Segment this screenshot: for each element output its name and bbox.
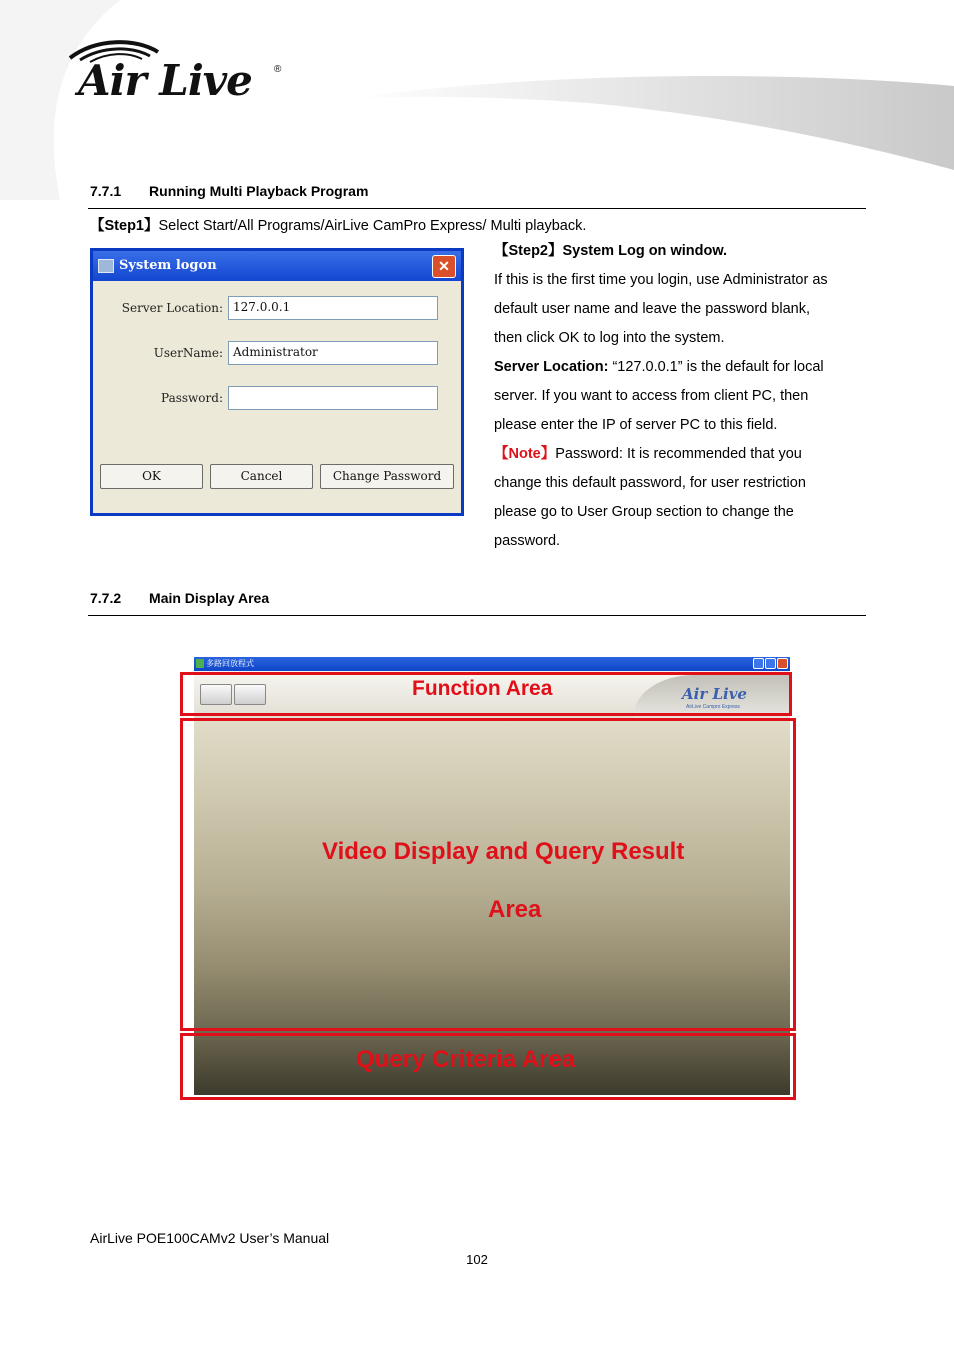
text-line: If this is the first time you login, use Administrator as	[494, 272, 828, 288]
video-area-label-line2: Area	[488, 896, 542, 923]
cancel-button[interactable]: Cancel	[210, 464, 313, 489]
section-rule	[88, 615, 866, 616]
step1-tag: 【Step1】	[90, 218, 159, 234]
page-number: 102	[466, 1252, 488, 1267]
section-title: Running Multi Playback Program	[149, 183, 369, 199]
app-titlebar	[194, 657, 790, 671]
text-line: please go to User Group section to change the	[494, 504, 794, 520]
dialog-title: System logon	[119, 258, 217, 273]
text-line: then click OK to log into the system.	[494, 330, 725, 346]
text-line: Password: It is recommended that you	[555, 446, 802, 462]
app-logo: Air Live	[682, 685, 747, 703]
text-line: default user name and leave the password blank,	[494, 301, 810, 317]
server-location-label: Server Location:	[121, 301, 223, 315]
dialog-body	[93, 281, 461, 513]
step1-text: Select Start/All Programs/AirLive CamPro Express/ Multi playback.	[158, 218, 587, 234]
footer-manual-title: AirLive POE100CAMv2 User’s Manual	[90, 1230, 330, 1246]
video-area-box	[180, 718, 796, 1031]
app-logo-subtitle: AirLive Campro Express	[686, 704, 740, 710]
note-tag: 【Note】	[494, 446, 556, 462]
app-window-title: 多路回放程式	[206, 659, 254, 668]
text-line: please enter the IP of server PC to this field.	[494, 417, 778, 433]
server-location-input[interactable]: 127.0.0.1	[228, 296, 438, 320]
text-line: change this default password, for user restriction	[494, 475, 806, 491]
step2-text-block	[494, 237, 874, 556]
app-icon	[196, 659, 204, 668]
section-title: Main Display Area	[149, 590, 270, 606]
logo-text: Air Live	[78, 56, 252, 105]
section-number: 7.7.2	[90, 590, 122, 606]
airlive-logo	[62, 36, 292, 106]
password-input[interactable]	[228, 386, 438, 410]
video-area-label-line1: Video Display and Query Result	[322, 838, 685, 865]
dialog-titlebar	[93, 251, 461, 281]
text-line: password.	[494, 533, 561, 549]
section-heading-7-7-2	[90, 590, 269, 606]
username-input[interactable]: Administrator	[228, 341, 438, 365]
function-area-label: Function Area	[412, 677, 553, 700]
query-area-label: Query Criteria Area	[356, 1046, 576, 1073]
text-line: server. If you want to access from client PC, then	[494, 388, 809, 404]
text-line: “127.0.0.1” is the default for local	[608, 359, 824, 375]
username-label: UserName:	[153, 346, 223, 360]
section-heading-7-7-1	[90, 183, 368, 199]
password-label: Password:	[161, 391, 223, 405]
minimize-icon[interactable]	[753, 658, 764, 669]
section-rule	[88, 208, 866, 209]
step1-line	[90, 214, 586, 235]
step2-heading: 【Step2】System Log on window.	[494, 243, 728, 259]
close-icon[interactable]: ✕	[432, 255, 456, 278]
server-location-term: Server Location:	[494, 359, 609, 375]
page-header	[0, 0, 954, 200]
maximize-icon[interactable]	[765, 658, 776, 669]
window-icon	[98, 259, 114, 273]
ok-button[interactable]: OK	[100, 464, 203, 489]
section-number: 7.7.1	[90, 183, 122, 199]
close-icon[interactable]	[777, 658, 788, 669]
system-logon-dialog	[90, 248, 464, 516]
change-password-button[interactable]: Change Password	[320, 464, 454, 489]
logo-registered-mark: ®	[274, 64, 282, 75]
